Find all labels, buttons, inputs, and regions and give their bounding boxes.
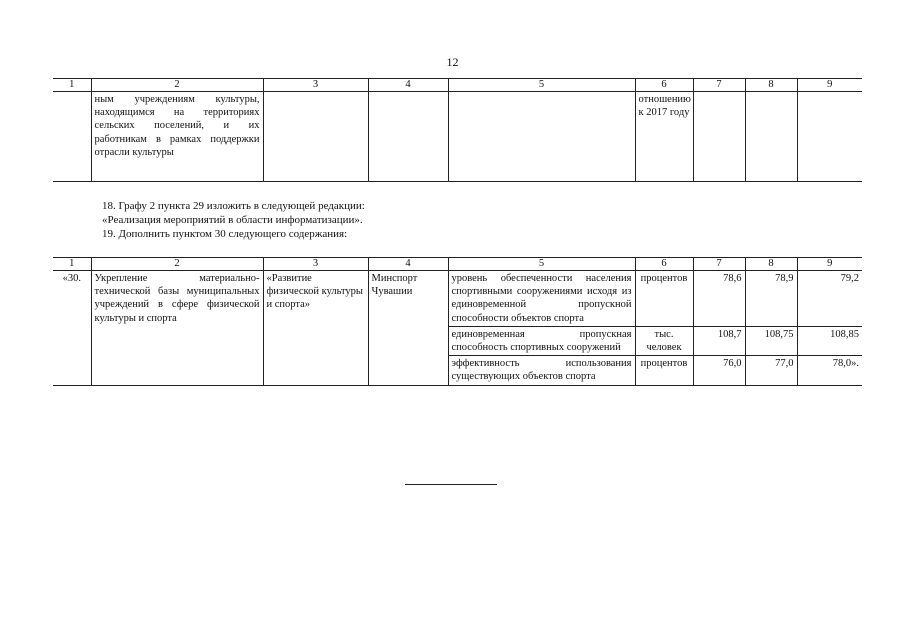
- table2-header-cell: 5: [448, 258, 635, 271]
- page-number: 12: [446, 55, 459, 69]
- table1-header-cell: 7: [693, 79, 745, 92]
- table2-header-cell: 8: [745, 258, 797, 271]
- table-item-30: [53, 257, 862, 386]
- table1-header-cell: 9: [797, 79, 862, 92]
- indicator-value-8: 77,0: [745, 356, 797, 385]
- indicator-unit: процентов: [635, 356, 693, 385]
- table2-header-cell: 9: [797, 258, 862, 271]
- indicator-name: единовременная пропускная способность спортивных сооружений: [448, 326, 635, 355]
- indicator-unit: тыс. человек: [635, 326, 693, 355]
- indicator-value-8: 78,9: [745, 271, 797, 327]
- measure-text: ным учреждениям культуры, находящимся на территориях сельских поселений, и их работникам в рамках поддержки отрасли культуры: [91, 92, 263, 182]
- table2-header-cell: 6: [635, 258, 693, 271]
- table2-header-cell: 1: [53, 258, 91, 271]
- indicator-value-7: 78,6: [693, 271, 745, 327]
- table1-header-cell: 3: [263, 79, 368, 92]
- executor-text: Минспорт Чувашии: [368, 271, 448, 385]
- table-bottom-rule: [53, 385, 862, 386]
- table1-header-row: [53, 79, 862, 92]
- indicator-value-9: 78,0».: [797, 356, 862, 385]
- table1-header-cell: 2: [91, 79, 263, 92]
- table1-header-cell: 8: [745, 79, 797, 92]
- table2-header-row: [53, 258, 862, 271]
- paragraph-18: 18. Графу 2 пункта 29 изложить в следующей редакции:: [102, 200, 365, 212]
- program-text: «Развитие физической культуры и спорта»: [263, 271, 368, 385]
- measure-text: Укрепление материально-технической базы муниципальных учреждений в сфере физической культуры и спорта: [91, 271, 263, 385]
- table1-header-cell: 6: [635, 79, 693, 92]
- table-continuation: [53, 78, 862, 182]
- table2-header-cell: 4: [368, 258, 448, 271]
- table2-header-cell: 7: [693, 258, 745, 271]
- table1-header-cell: 5: [448, 79, 635, 92]
- table-row: [53, 271, 862, 327]
- paragraph-quote: «Реализация мероприятий в области информатизации».: [102, 214, 363, 226]
- indicator-unit: процентов: [635, 271, 693, 327]
- indicator-value-7: 108,7: [693, 326, 745, 355]
- indicator-name: эффективность использования существующих объектов спорта: [448, 356, 635, 385]
- table1-header-cell: 4: [368, 79, 448, 92]
- indicator-value-9: 108,85: [797, 326, 862, 355]
- unit-text: отношению к 2017 году: [635, 92, 693, 182]
- indicator-value-8: 108,75: [745, 326, 797, 355]
- table2-header-cell: 2: [91, 258, 263, 271]
- indicator-value-9: 79,2: [797, 271, 862, 327]
- item-number: «30.: [53, 271, 91, 385]
- indicator-name: уровень обеспеченности населения спортивными сооружениями исходя из единовременной пропускной способности объектов спорта: [448, 271, 635, 327]
- table1-header-cell: 1: [53, 79, 91, 92]
- table2-header-cell: 3: [263, 258, 368, 271]
- paragraph-19: 19. Дополнить пунктом 30 следующего содержания:: [102, 228, 348, 240]
- table-row: [53, 92, 862, 182]
- footer-separator-line: [405, 484, 497, 485]
- indicator-value-7: 76,0: [693, 356, 745, 385]
